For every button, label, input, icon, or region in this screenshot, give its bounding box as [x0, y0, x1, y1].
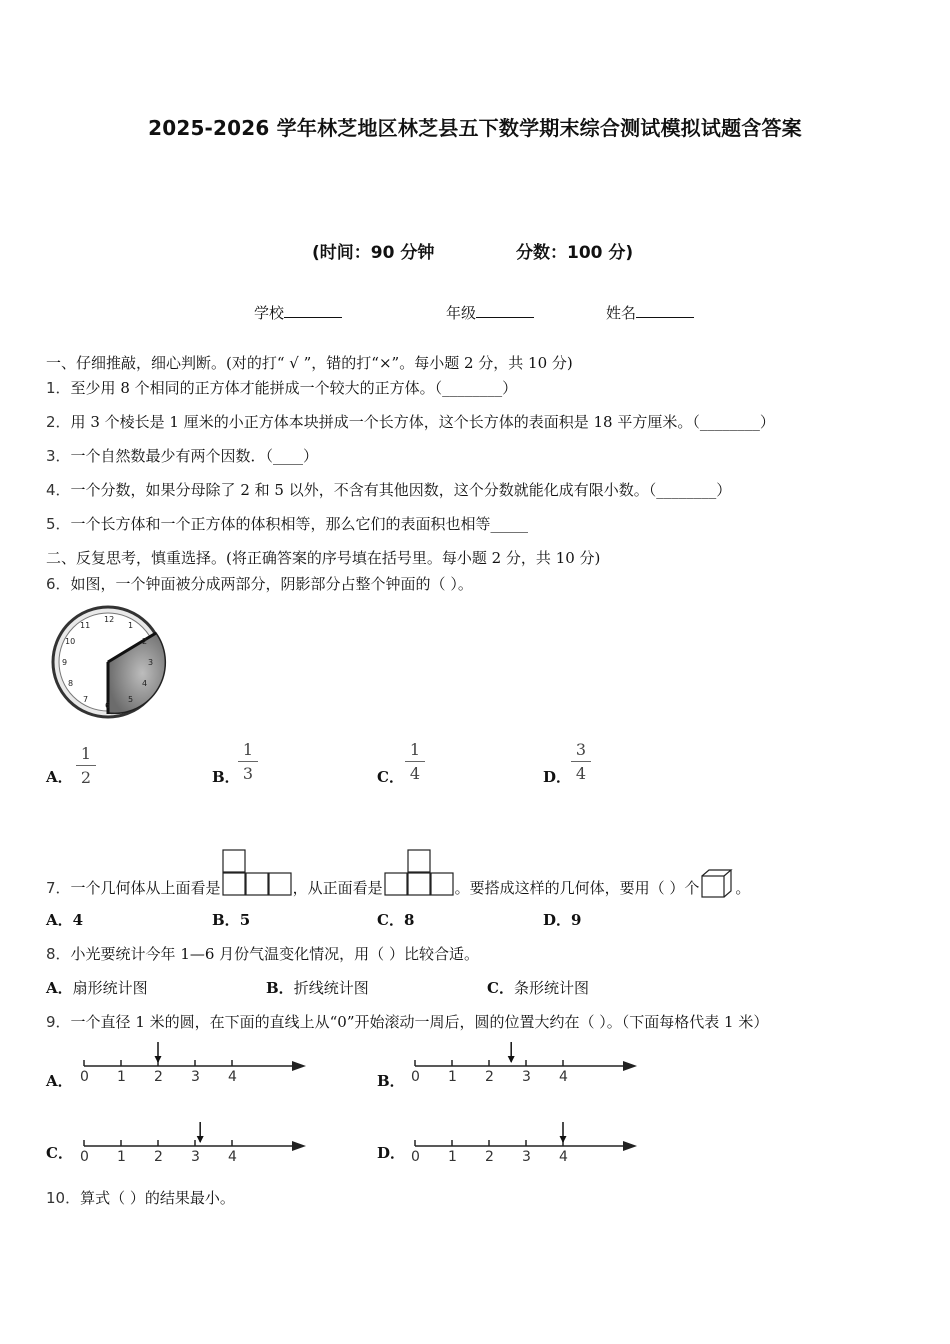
- question-text-part2: ，从正面看是: [292, 879, 383, 897]
- number-line-tick-label: 2: [154, 1149, 163, 1165]
- question-text-part3: 。要搭成这样的几何体，要用（ ）个: [454, 879, 700, 897]
- number-line-b: [405, 1040, 645, 1086]
- number-line-arrowhead: [292, 1061, 306, 1071]
- position-arrow-head: [197, 1136, 204, 1143]
- number-line-tick-label: 1: [117, 1149, 126, 1165]
- q6-option-b[interactable]: B．: [212, 768, 240, 786]
- number-line-tick-label: 0: [411, 1149, 420, 1165]
- number-line-c: [74, 1120, 314, 1166]
- top-view-figure: [222, 849, 292, 897]
- number-line-tick-label: 3: [191, 1149, 200, 1165]
- q9-option-d[interactable]: D．: [377, 1144, 406, 1162]
- question-number: 8．: [46, 945, 71, 963]
- question-5: [46, 513, 528, 534]
- number-line-tick-label: 2: [485, 1069, 494, 1085]
- page-title: 2025-2026 学年林芝地区林芝县五下数学期末综合测试模拟试题含答案: [148, 116, 802, 140]
- svg-text:10: 10: [65, 637, 76, 646]
- question-number: 7．: [46, 879, 71, 897]
- number-line-tick-label: 4: [559, 1069, 568, 1085]
- clock-figure: [50, 602, 170, 722]
- svg-text:9: 9: [62, 658, 68, 667]
- question-text: 小光要统计今年 1—6 月份气温变化情况，用（ ）比较合适。: [70, 945, 479, 963]
- q8-option-a[interactable]: A．扇形统计图: [46, 979, 148, 997]
- fraction-one-third: 1 3: [238, 740, 258, 783]
- number-line-tick-label: 1: [117, 1069, 126, 1085]
- question-number: 3．: [46, 447, 71, 465]
- number-line-tick-label: 2: [154, 1069, 163, 1085]
- number-line-tick-label: 3: [191, 1069, 200, 1085]
- question-text: 一个分数，如果分母除了 2 和 5 以外，不含有其他因数，这个分数就能化成有限小数。（________）: [70, 481, 732, 499]
- question-text: 至少用 8 个相同的正方体才能拼成一个较大的正方体。（________）: [70, 379, 518, 397]
- number-line-tick-label: 2: [485, 1149, 494, 1165]
- q7-option-b[interactable]: B．5: [212, 911, 251, 929]
- question-number: 9．: [46, 1013, 71, 1031]
- number-line-tick-label: 0: [411, 1069, 420, 1085]
- question-number: 4．: [46, 481, 71, 499]
- grade-blank[interactable]: [476, 303, 534, 318]
- question-text: 算式（ ）的结果最小。: [80, 1189, 235, 1207]
- name-field[interactable]: [606, 302, 694, 323]
- svg-text:5: 5: [128, 695, 134, 704]
- q6-option-c[interactable]: C．: [377, 768, 404, 786]
- question-number: 10．: [46, 1189, 81, 1207]
- number-line-tick-label: 0: [80, 1069, 89, 1085]
- question-7: [46, 849, 750, 899]
- position-arrow-head: [560, 1136, 567, 1143]
- name-label: 姓名: [606, 304, 637, 322]
- question-text: 一个自然数最少有两个因数．（____）: [70, 447, 319, 465]
- fraction-three-quarters: 3 4: [571, 740, 591, 783]
- question-text-part4: 。: [735, 879, 751, 897]
- question-3: [46, 445, 318, 466]
- svg-text:4: 4: [142, 679, 148, 688]
- grade-field[interactable]: [446, 302, 534, 323]
- school-blank[interactable]: [284, 303, 342, 318]
- front-view-figure: [384, 849, 454, 897]
- question-text: 如图，一个钟面被分成两部分，阴影部分占整个钟面的（ ）。: [70, 575, 473, 593]
- number-line-d: [405, 1120, 645, 1166]
- question-number: 1．: [46, 379, 71, 397]
- number-line-tick-label: 1: [448, 1069, 457, 1085]
- cube-icon: [700, 869, 734, 899]
- number-line-arrowhead: [623, 1141, 637, 1151]
- number-line-tick-label: 4: [228, 1149, 237, 1165]
- number-line-arrowhead: [623, 1061, 637, 1071]
- question-6: [46, 573, 473, 594]
- school-label: 学校: [254, 304, 285, 322]
- svg-text:11: 11: [80, 621, 91, 630]
- svg-text:7: 7: [83, 695, 89, 704]
- question-text: 一个长方体和一个正方体的体积相等，那么它们的表面积也相等_____: [70, 515, 529, 533]
- q7-option-d[interactable]: D．9: [543, 911, 582, 929]
- section-1-heading: 一、仔细推敲，细心判断。(对的打“ √ ”，错的打“×”。每小题 2 分，共 10 分): [46, 354, 573, 372]
- question-text: 用 3 个棱长是 1 厘米的小正方体本块拼成一个长方体，这个长方体的表面积是 18 平方厘米。（________）: [70, 413, 775, 431]
- svg-text:8: 8: [68, 679, 74, 688]
- position-arrow-head: [155, 1056, 162, 1063]
- fraction-one-quarter: 1 4: [405, 740, 425, 783]
- q9-option-a[interactable]: A．: [46, 1072, 73, 1090]
- question-number: 5．: [46, 515, 71, 533]
- name-blank[interactable]: [636, 303, 694, 318]
- q6-option-d[interactable]: D．: [543, 768, 572, 786]
- question-1: [46, 377, 517, 398]
- question-9: [46, 1011, 768, 1032]
- position-arrow-head: [508, 1056, 515, 1063]
- number-line-arrowhead: [292, 1141, 306, 1151]
- grade-label: 年级: [446, 304, 477, 322]
- svg-text:2: 2: [142, 637, 148, 646]
- q8-option-c[interactable]: C．条形统计图: [487, 979, 589, 997]
- q9-option-b[interactable]: B．: [377, 1072, 405, 1090]
- question-10: [46, 1187, 235, 1208]
- q7-option-c[interactable]: C．8: [377, 911, 415, 929]
- number-line-tick-label: 0: [80, 1149, 89, 1165]
- school-field[interactable]: [254, 302, 342, 323]
- fraction-one-half: 1 2: [76, 744, 96, 787]
- number-line-tick-label: 4: [559, 1149, 568, 1165]
- svg-text:3: 3: [148, 658, 154, 667]
- q6-option-a[interactable]: A．: [46, 768, 73, 786]
- question-number: 2．: [46, 413, 71, 431]
- q7-option-a[interactable]: A．4: [46, 911, 84, 929]
- number-line-tick-label: 3: [522, 1069, 531, 1085]
- number-line-a: [74, 1040, 314, 1086]
- exam-score: 分数：100 分): [516, 243, 634, 263]
- q8-option-b[interactable]: B．折线统计图: [266, 979, 369, 997]
- number-line-tick-label: 4: [228, 1069, 237, 1085]
- question-number: 6．: [46, 575, 71, 593]
- exam-time: (时间：90 分钟: [312, 243, 435, 263]
- svg-text:12: 12: [104, 615, 115, 624]
- svg-text:6: 6: [105, 701, 111, 710]
- number-line-tick-label: 3: [522, 1149, 531, 1165]
- svg-text:1: 1: [128, 621, 134, 630]
- question-2: [46, 411, 775, 432]
- number-line-tick-label: 1: [448, 1149, 457, 1165]
- question-text: 一个直径 1 米的圆，在下面的直线上从“0”开始滚动一周后，圆的位置大约在（ ）。（下面每格代表 1 米）: [70, 1013, 769, 1031]
- q9-option-c[interactable]: C．: [46, 1144, 73, 1162]
- section-2-heading: 二、反复思考，慎重选择。(将正确答案的序号填在括号里。每小题 2 分，共 10 分): [46, 549, 601, 567]
- question-4: [46, 479, 731, 500]
- question-text-part1: 一个几何体从上面看是: [70, 879, 221, 897]
- question-8: [46, 943, 479, 964]
